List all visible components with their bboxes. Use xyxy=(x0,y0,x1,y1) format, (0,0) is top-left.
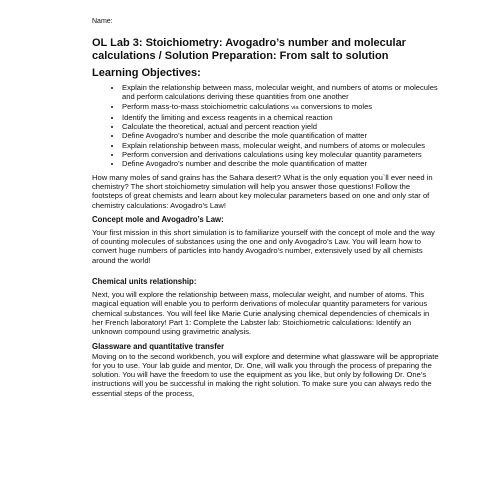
section-heading-chemical-units: Chemical units relationship: xyxy=(92,277,197,287)
section-text-glassware: Moving on to the second workbench, you will explore and determine what glassware will be appropriate for you to use. Your lab guide and mentor, Dr. One, will walk you through the process of preparing the solution. You will have the freedom to use the equipment as you like, but only by following Dr. One’s instructions will you be successful in making the right solution. To make sure you can always redo the essential steps of the process, xyxy=(92,351,439,398)
learning-objectives-heading: Learning Objectives: xyxy=(92,67,201,79)
objective-item: • Explain the relationship between mass, molecular weight, and numbers of atoms or molecules and perform calculations deriving these quantities from one another xyxy=(122,83,442,102)
intro-paragraph: How many moles of sand grains has the Sahara desert? What is the only equation you`ll ever need in chemistry? The short stoichiometry simulation will help you answer those questions! Follow the footsteps of great chemists and learn about key molecular parameters based on one and only star of chemistry calculations: Avogadro’s Law! xyxy=(92,172,433,210)
objective-item: • Perform conversion and derivations calculations using key molecular quantity parameters xyxy=(122,150,442,159)
name-label: Name: xyxy=(92,18,113,25)
section-text-chemical-units: Next, you will explore the relationship between mass, molecular weight, and number of atoms. This magical equation will enable you to perform derivations of molecular quantity parameters for various chemical substances. You will feel like Marie Curie analysing chemical dependencies of chemicals in her French laboratory! Part 1: Complete the Labster lab: Stoichiometric calculations: Identify an unknown compound using gravimetric analysis. xyxy=(92,290,430,337)
objective-item: • Calculate the theoretical, actual and percent reaction yield xyxy=(122,122,442,131)
objective-item: • Explain relationship between mass, molecular weight, and numbers of atoms or molecules xyxy=(122,141,442,150)
objective-item: • Define Avogadro’s number and describe the mole quantification of matter xyxy=(122,131,442,140)
learning-objectives-list xyxy=(92,83,442,169)
section-heading-glassware: Glassware and quantitative transfer xyxy=(92,341,225,351)
objective-item-suffix: conversions to moles xyxy=(298,101,373,111)
objective-item-text: Perform mass-to-mass stoichiometric calculations xyxy=(122,101,290,111)
objective-item: • Identify the limiting and excess reagents in a chemical reaction xyxy=(122,113,442,122)
objective-item xyxy=(122,102,442,113)
section-heading-concept-mole: Concept mole and Avogadro’s Law: xyxy=(92,214,224,224)
document-title: OL Lab 3: Stoichiometry: Avogadro’s number and molecular calculations / Solution Preparation: From salt to solution xyxy=(92,37,406,62)
objective-item-via: via xyxy=(291,104,299,111)
section-text-concept-mole: Your first mission in this short simulation is to familiarize yourself with the concept of mole and the way of counting molecules of substances using the one and only Avogadro’s Law. You will learn how to convert huge numbers of particles into handy Avogadro’s number, extensively used by all chemists around the world! xyxy=(92,227,435,265)
objective-item: • Define Avogadro’s number and describe the mole quantification of matter xyxy=(122,159,442,168)
